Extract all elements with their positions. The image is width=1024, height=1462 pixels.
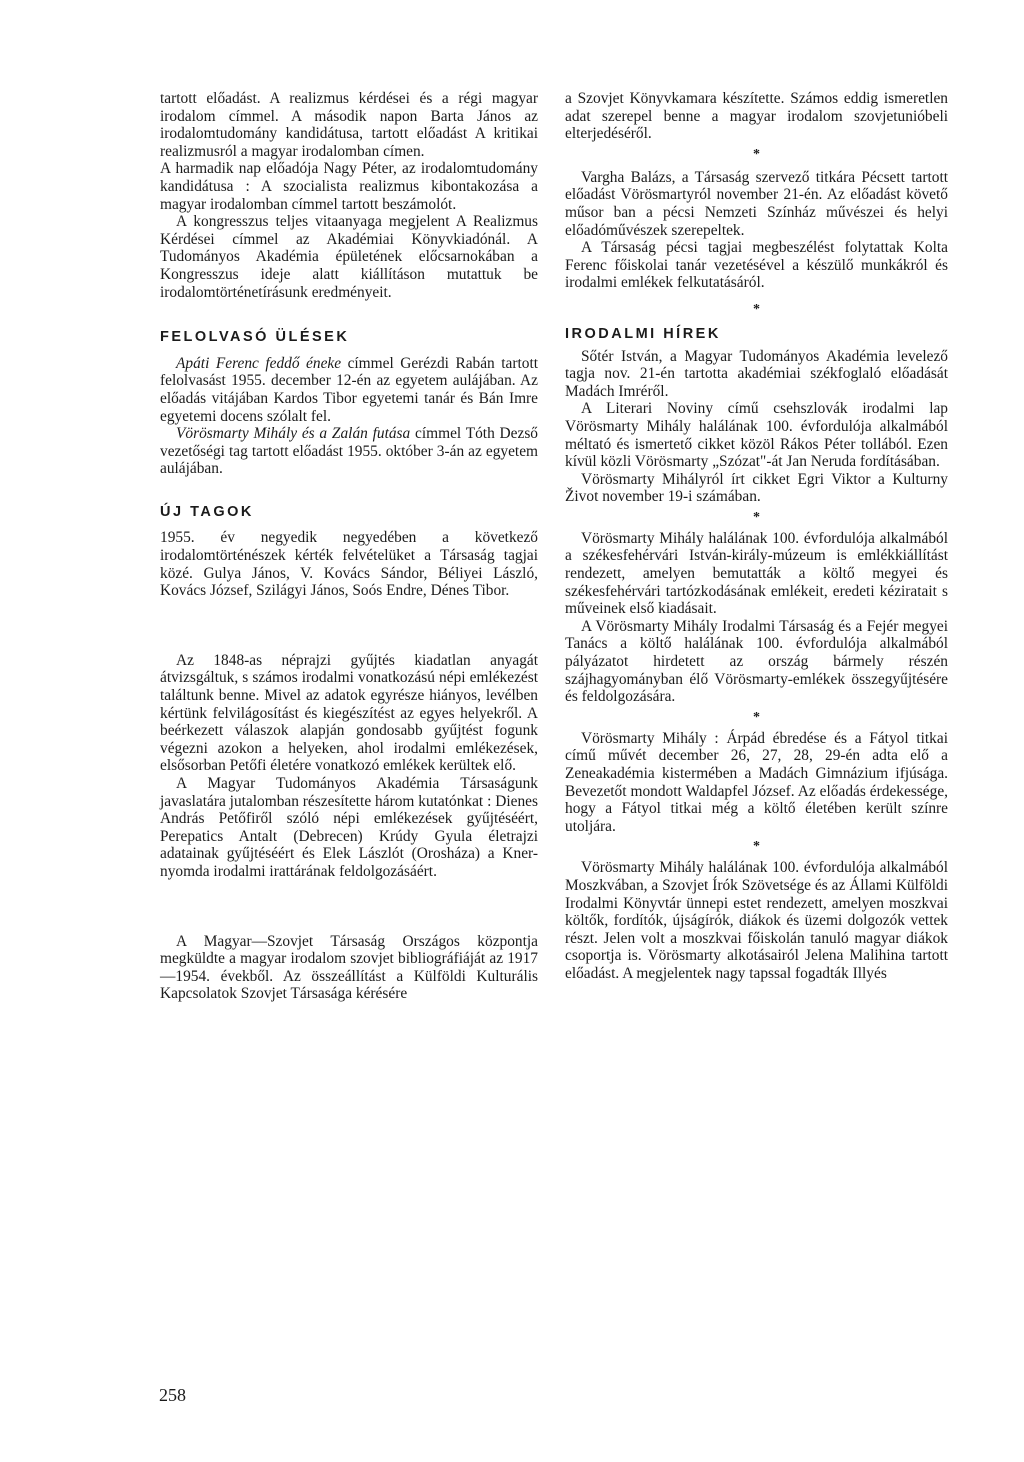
separator-star: *	[753, 509, 760, 525]
paragraph-akademia-jutalom: A Magyar Tudományos Akadémia Társaságunk javaslatára jutalomban részesítette három kutatónkat : Dienes András Petőfiről szóló népi emlékezések gyűjtéséért, Perepatics Antalt (Debrecen) Krúdy Gyula életrajzi adatainak gyűjtéséért és Elek Lászlót (Orosháza) a Kner-nyomda irodalmi irattárának feldolgozásáért.	[160, 775, 538, 880]
separator-star: *	[753, 146, 760, 162]
paragraph-vorosmarty-tarsasag: A Vörösmarty Mihály Irodalmi Társaság és a Fejér megyei Tanács a költő halálának 100. évfordulója alkalmából pályázatot hirdetett az ország bármely részén szájhagyományban élő Vörösmarty-emlékek összegyűjtésére és feldolgozására.	[565, 617, 948, 706]
paragraph-kongresszus-intro: tartott előadást. A realizmus kérdései és a régi magyar irodalom címmel. A második napon Barta János az irodalomtudomány kandidátusa, tartott előadást A kritikai realizmusról a magyar irodalomban címen.	[160, 90, 538, 160]
left-column	[160, 90, 538, 1003]
paragraph-uj-tagok: 1955. év negyedik negyedében a következő irodalomtörténészek kérték felvételüket a Társaság tagjai közé. Gulya János, V. Kovács Sándor, Béliyei László, Kovács József, Szilágyi János, Soós Endre, Dénes Tibor.	[160, 529, 538, 600]
title-apati-ferenc: Apáti Ferenc feddő éneke	[176, 354, 342, 372]
heading-felolvaso-ulesek: FELOLVASÓ ÜLÉSEK	[160, 329, 350, 346]
separator-star: *	[753, 839, 760, 855]
paragraph-vargha-balazs: Vargha Balázs, a Társaság szervező titkára Pécsett tartott előadást Vörösmartyról november 21-én. Az előadást követő műsor ban a pécsi Nemzeti Színház művészei és helyi előadóművészek szerepeltek.	[565, 168, 948, 239]
heading-uj-tagok: ÚJ TAGOK	[160, 503, 254, 520]
paragraph-vitaanyag: A kongresszus teljes vitaanyaga megjelent A Realizmus Kérdései címmel az Akadémiai Könyvkiadónál. A Tudományos Akadémia épületének előcsarnokában a Kongresszus ideje alatt kiállításon mutattuk be irodalomtörténetírásunk eredményeit.	[160, 213, 538, 301]
separator-star: *	[753, 709, 760, 725]
separator-star: *	[753, 301, 760, 317]
paragraph-neprajzi-gyujtes: Az 1848-as néprajzi gyűjtés kiadatlan anyagát átvizsgáltuk, s számos irodalmi vonatkozású népi emlékezést találtunk benne. Mivel az adatok egyrésze hiányos, levélben kértünk felvilágosítást és kiegészítést az egyes helyekről. A beérkezett válaszok alapján gondosabb gyűjtést fogunk végezni azokon a helyeken, ahol irodalmi emlékezések, elsősorban Petőfi életére vonatkozó emlékek kerültek elő.	[160, 651, 538, 775]
paragraph-egri-viktor: Vörösmarty Mihályról írt cikket Egri Viktor a Kulturny Život november 19-i számában.	[565, 470, 948, 506]
paragraph-literari-noviny: A Literari Noviny című csehszlovák irodalmi lap Vörösmarty Mihály halálának 100. évfordulója alkalmából méltató és ismertető cikket közöl Rákos Péter tollából. Ezen kívül közli Vörösmarty „Szózat"-át Jan Neruda fordításában.	[565, 400, 948, 471]
paragraph-arpad-ebredese: Vörösmarty Mihály : Árpád ébredése és a Fátyol titkai című művét december 26, 27, 28, 29-én adta elő a Zeneakadémia kistermében a Madách Gimnázium ifjúsága. Bevezetőt mondott Waldapfel József. Az előadás érdekessége, hogy a Fátyol titkai még a költő életében került színre utoljára.	[565, 729, 948, 835]
text-vorosmarty-zalan-rest: címmel Tóth Dezső vezetőségi tag tartott előadást 1955. október 3-án az egyetem aulájában.	[160, 425, 539, 478]
paragraph-magyar-szovjet: A Magyar—Szovjet Társaság Országos központja megküldte a magyar irodalom szovjet bibliográfiáját az 1917—1954. évekből. Az összeállítást a Külföldi Kulturális Kapcsolatok Szovjet Társasága kérésére	[160, 932, 538, 1003]
paragraph-szovjet-konyvkamara: a Szovjet Könyvkamara készítette. Számos eddig ismeretlen adat szerepel benne a magyar irodalom szovjetunióbeli elterjedéséről.	[565, 90, 948, 143]
paragraph-soter-istvan: Sőtér István, a Magyar Tudományos Akadémia levelező tagja nov. 21-én tartotta akadémiai székfoglaló előadását Madách Imréről.	[565, 347, 948, 400]
paragraph-szekesfehervar: Vörösmarty Mihály halálának 100. évfordulója alkalmából a székesfehérvári István-király-múzeum is emlékkiállítást rendezett, amelyen bemutatták a költő megyei és székesfehérvári tartózkodásának emlékeit, eredeti kéziratait s műveinek első kiadásait.	[565, 529, 948, 618]
heading-irodalmi-hirek: IRODALMI HÍREK	[565, 325, 721, 342]
right-column	[565, 90, 948, 983]
paragraph-moszkva: Vörösmarty Mihály halálának 100. évfordulója alkalmából Moszkvában, a Szovjet Írók Szövetsége és az Állami Külföldi Irodalmi Könyvtár ünnepi estet rendezett, amelyen moszkvai költők, fordítók, újságírók, diákok és üzemi dolgozók vettek részt. Jelen volt a moszkvai főiskolán tanuló magyar diákok csoportja is. Vörösmarty alkotásairól Jelena Malihina tartott előadást. A megjelentek nagy tapssal fogadták Illyés	[565, 859, 948, 982]
page-number: 258	[159, 1385, 186, 1405]
paragraph-vorosmarty-zalan	[160, 425, 538, 478]
text-apati-ferenc-rest: címmel Gerézdi Rabán tartott felolvasást 1955. december 12-én az egyetem aulájában. Az előadás vitájában Kardos Tibor egyetemi tanár és Bán Imre egyetemi docens szólalt fel.	[160, 354, 539, 425]
paragraph-harmadik-nap: A harmadik nap előadója Nagy Péter, az irodalomtudomány kandidátusa : A szocialista realizmus kibontakozása a magyar irodalomban címmel tartott beszámolót.	[160, 160, 538, 213]
paragraph-apati-ferenc	[160, 355, 538, 425]
title-vorosmarty-zalan: Vörösmarty Mihály és a Zalán futása	[176, 425, 411, 443]
paragraph-pecsi-tagok: A Társaság pécsi tagjai megbeszélést folytattak Kolta Ferenc főiskolai tanár vezetésével a készülő munkákról és irodalmi emlékek felkutatásáról.	[565, 239, 948, 292]
